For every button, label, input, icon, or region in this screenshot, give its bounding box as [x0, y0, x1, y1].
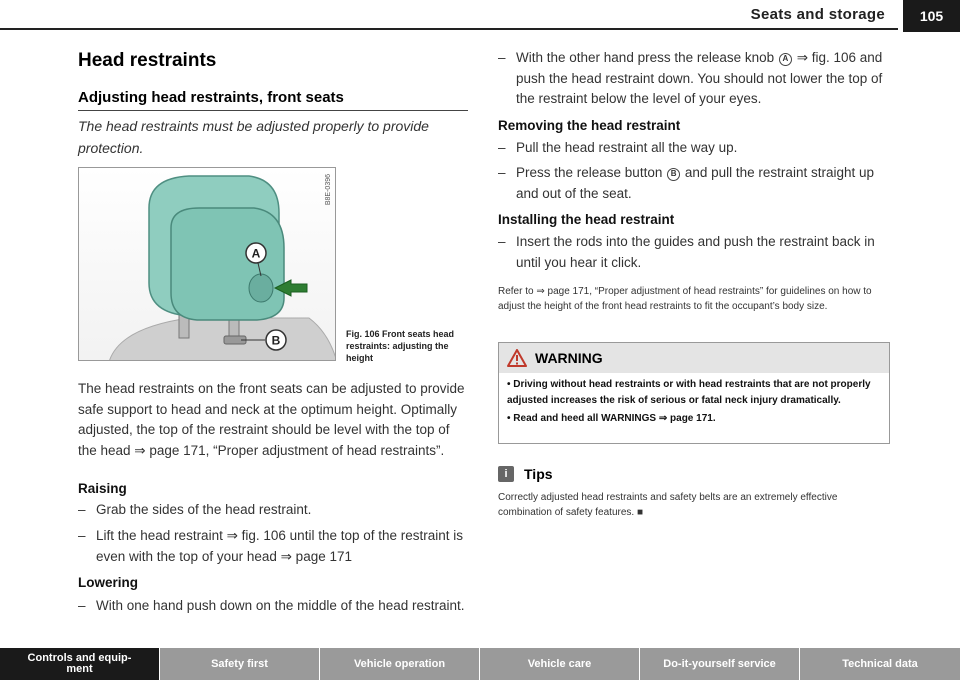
nav-tab-safety[interactable]: Safety first	[160, 648, 320, 680]
nav-tab-operation[interactable]: Vehicle operation	[320, 648, 480, 680]
nav-tab-technical[interactable]: Technical data	[800, 648, 960, 680]
warning-item-1: • Driving without head restraints or with head restraints that are not properly adjusted increases the risk of serious or fatal neck injury dramatically.	[507, 379, 871, 406]
header-rule	[0, 28, 898, 30]
warning-body	[499, 373, 889, 427]
installing-step-1: – Insert the rods into the guides and push the restraint back in until you hear it click.	[498, 232, 890, 273]
raising-heading: Raising	[78, 481, 127, 496]
section-rule	[78, 110, 468, 111]
raising-step-2: – Lift the head restraint ⇒ fig. 106 until the top of the restraint is even with the top of your head ⇒ page 171	[78, 526, 468, 567]
lowering-step-1: – With one hand push down on the middle of the head restraint.	[78, 596, 468, 617]
figure-code: B8E-0396	[325, 174, 332, 206]
tips-header	[498, 466, 553, 482]
figure-head-restraint	[78, 167, 336, 361]
tips-title: Tips	[524, 466, 553, 482]
warning-box	[498, 342, 890, 444]
page-number: 105	[903, 0, 960, 32]
nav-tab-care[interactable]: Vehicle care	[480, 648, 640, 680]
warning-triangle-icon	[507, 349, 527, 367]
knob-a-icon: A	[779, 53, 792, 66]
warning-header	[499, 343, 889, 373]
lowering-step-2-text-b: ⇒ fig. 106 and push the head restraint down. You should not lower the top of the restraint below the level of your eyes.	[516, 50, 883, 106]
page-title: Head restraints	[78, 50, 217, 71]
lowering-step-2	[498, 48, 890, 110]
nav-tab-diy[interactable]: Do-it-yourself service	[640, 648, 800, 680]
intro-text: The head restraints must be adjusted properly to provide protection.	[78, 118, 429, 156]
chapter-nav	[0, 648, 960, 680]
callout-a-label: A	[251, 246, 261, 261]
page-section-title: Seats and storage	[750, 6, 885, 23]
info-icon: i	[498, 466, 514, 482]
reference-note: Refer to ⇒ page 171, “Proper adjustment of head restraints” for guidelines on how to adjust the height of the front head restraints to fit the occupant’s body size.	[498, 286, 872, 312]
tips-text: Correctly adjusted head restraints and safety belts are an extremely effective combination of safety features. ■	[498, 492, 838, 518]
head-restraint-illustration	[79, 168, 336, 361]
section-heading: Adjusting head restraints, front seats	[78, 89, 344, 106]
removing-step-2	[498, 163, 890, 204]
figure-caption: Fig. 106 Front seats head restraints: adjusting the height	[346, 329, 455, 363]
warning-title: WARNING	[535, 350, 603, 366]
removing-step-2-text-b: and pull the restraint straight up and out of the seat.	[516, 165, 874, 201]
removing-step-1: – Pull the head restraint all the way up.	[498, 138, 890, 159]
nav-tab-controls[interactable]: Controls and equip- ment	[0, 648, 160, 680]
callout-b-label: B	[271, 333, 281, 348]
warning-item-2: • Read and heed all WARNINGS ⇒ page 171.	[507, 413, 716, 424]
raising-step-1: – Grab the sides of the head restraint.	[78, 500, 468, 521]
button-b-icon: B	[667, 168, 680, 181]
removing-step-2-text-a: Press the release button	[516, 165, 663, 180]
installing-heading: Installing the head restraint	[498, 212, 675, 227]
lowering-step-2-text-a: With the other hand press the release knob	[516, 50, 775, 65]
body-paragraph: The head restraints on the front seats can be adjusted to provide safe support to head and neck at the optimum height. Optimally adjusted, the top of the restraint should be level with the top of the head ⇒ page 171, “Proper adjustment of head restraints”.	[78, 381, 465, 458]
lowering-heading: Lowering	[78, 575, 138, 590]
removing-heading: Removing the head restraint	[498, 118, 681, 133]
